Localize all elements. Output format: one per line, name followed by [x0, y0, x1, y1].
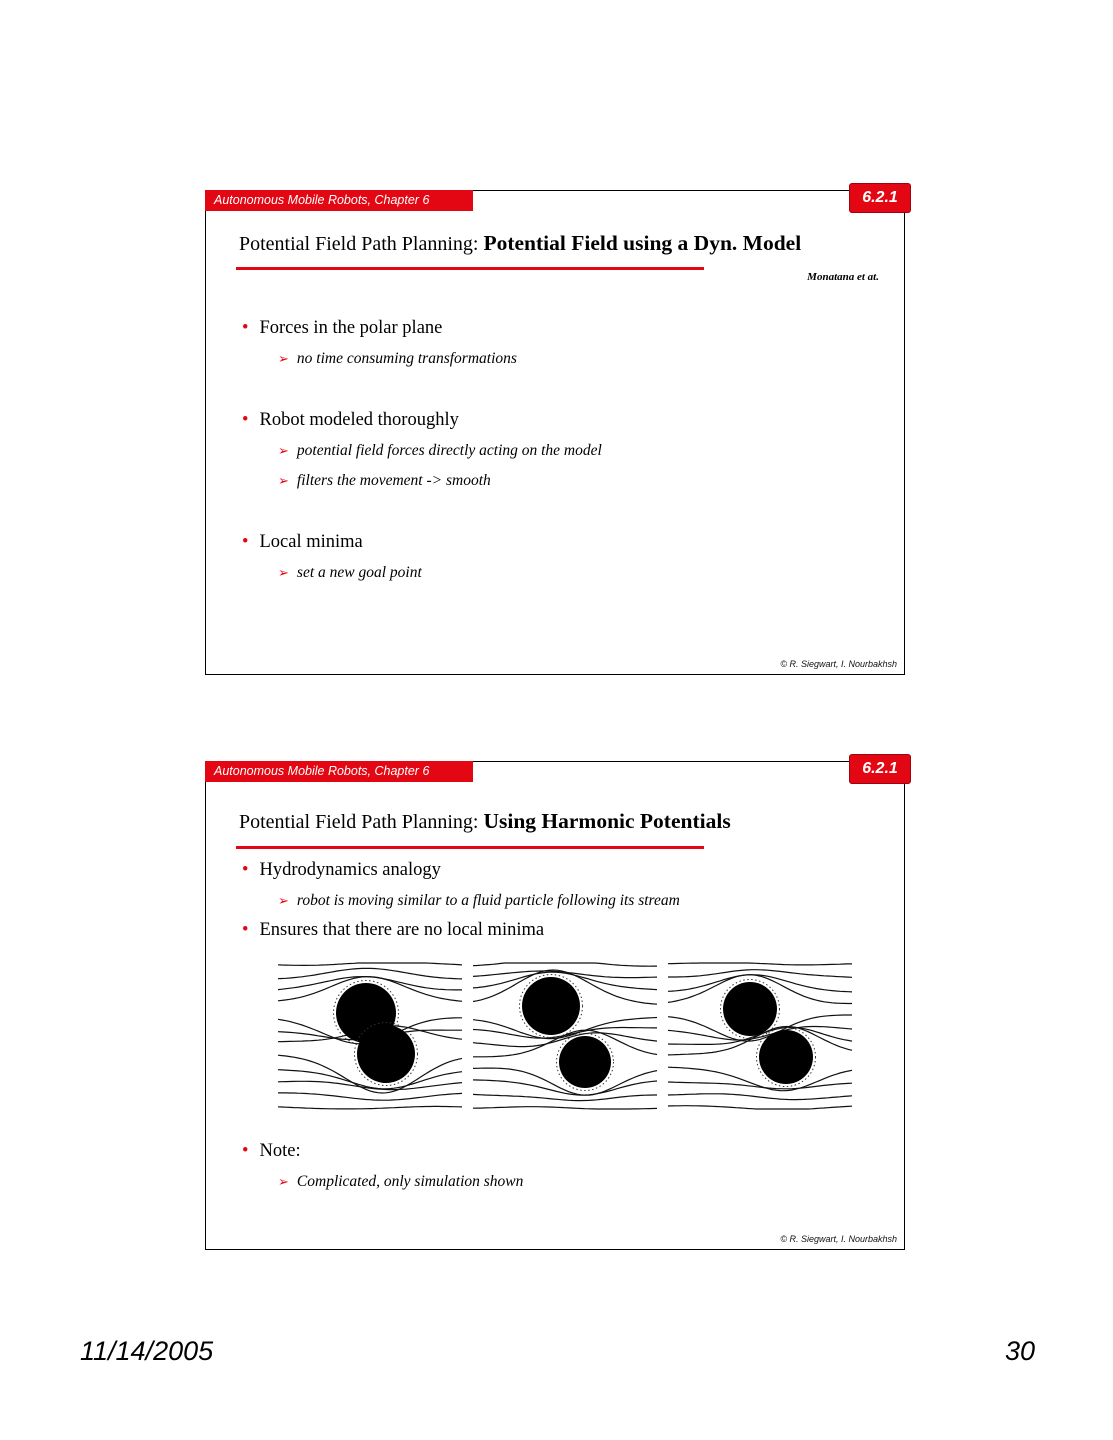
bullet-icon: • [242, 860, 249, 880]
bullet-item [242, 919, 904, 942]
bullet-icon: • [242, 410, 249, 430]
bullet-icon: • [242, 532, 249, 552]
title-underline [236, 846, 704, 849]
copyright-notice: © R. Siegwart, I. Nourbakhsh [780, 1234, 897, 1244]
footer-date: 11/14/2005 [80, 1336, 214, 1366]
sub-bullet-text: Complicated, only simulation shown [296, 1173, 524, 1190]
slide-title [239, 231, 801, 256]
flow-panel [473, 961, 658, 1111]
slide-title-prefix: Potential Field Path Planning: [239, 811, 484, 833]
bullet-item [242, 1140, 904, 1163]
flow-panel [668, 961, 853, 1111]
bullet-text: Hydrodynamics analogy [259, 860, 441, 880]
attribution: Monatana et at. [807, 271, 879, 283]
sub-bullet-item [278, 440, 904, 462]
sub-bullet-text: robot is moving similar to a fluid particle following its stream [296, 892, 680, 909]
sub-bullet-text: set a new goal point [296, 564, 422, 581]
sub-bullet-item [278, 890, 904, 912]
bullet-item [242, 409, 904, 432]
sub-bullet-item [278, 1171, 904, 1193]
bullet-icon: • [242, 1141, 249, 1161]
footer-page-number: 30 [1004, 1336, 1035, 1366]
section-number-badge: 6.2.1 [850, 184, 910, 212]
sub-bullet-text: filters the movement -> smooth [296, 472, 491, 489]
arrow-icon: ➢ [278, 444, 289, 459]
bullet-text: Note: [259, 1141, 301, 1161]
arrow-icon: ➢ [278, 566, 289, 581]
slide-title-emphasis: Potential Field using a Dyn. Model [483, 231, 802, 255]
section-number-badge: 6.2.1 [850, 755, 910, 783]
bullet-list [206, 859, 904, 942]
bullet-list [206, 317, 904, 584]
arrow-icon: ➢ [278, 352, 289, 367]
slide-header-bar [205, 190, 473, 211]
bullet-list [206, 1140, 904, 1193]
bullet-text: Local minima [259, 532, 363, 552]
arrow-icon: ➢ [278, 894, 289, 909]
arrow-icon: ➢ [278, 474, 289, 489]
copyright-notice: © R. Siegwart, I. Nourbakhsh [780, 659, 897, 669]
bullet-icon: • [242, 920, 249, 940]
bullet-icon: • [242, 318, 249, 338]
bullet-item [242, 859, 904, 882]
sub-bullet-text: potential field forces directly acting on the model [296, 442, 602, 459]
chapter-label: Autonomous Mobile Robots, Chapter 6 [214, 193, 430, 207]
bullet-item [242, 317, 904, 340]
sub-bullet-item [278, 348, 904, 370]
flow-figure [278, 960, 853, 1112]
chapter-label: Autonomous Mobile Robots, Chapter 6 [214, 764, 430, 778]
slide-title-emphasis: Using Harmonic Potentials [483, 809, 731, 833]
arrow-icon: ➢ [278, 1175, 289, 1190]
sub-bullet-item [278, 470, 904, 492]
slide-title [239, 809, 731, 834]
slide-title-prefix: Potential Field Path Planning: [239, 233, 484, 255]
flow-panel [278, 961, 463, 1111]
slide-1 [205, 190, 905, 675]
sub-bullet-text: no time consuming transformations [296, 350, 517, 367]
sub-bullet-item [278, 562, 904, 584]
slide-header-bar [205, 761, 473, 782]
bullet-text: Ensures that there are no local minima [259, 920, 545, 940]
bullet-item [242, 531, 904, 554]
bullet-text: Robot modeled thoroughly [259, 410, 459, 430]
slide-2 [205, 761, 905, 1250]
title-underline [236, 267, 704, 270]
bullet-text: Forces in the polar plane [259, 318, 443, 338]
